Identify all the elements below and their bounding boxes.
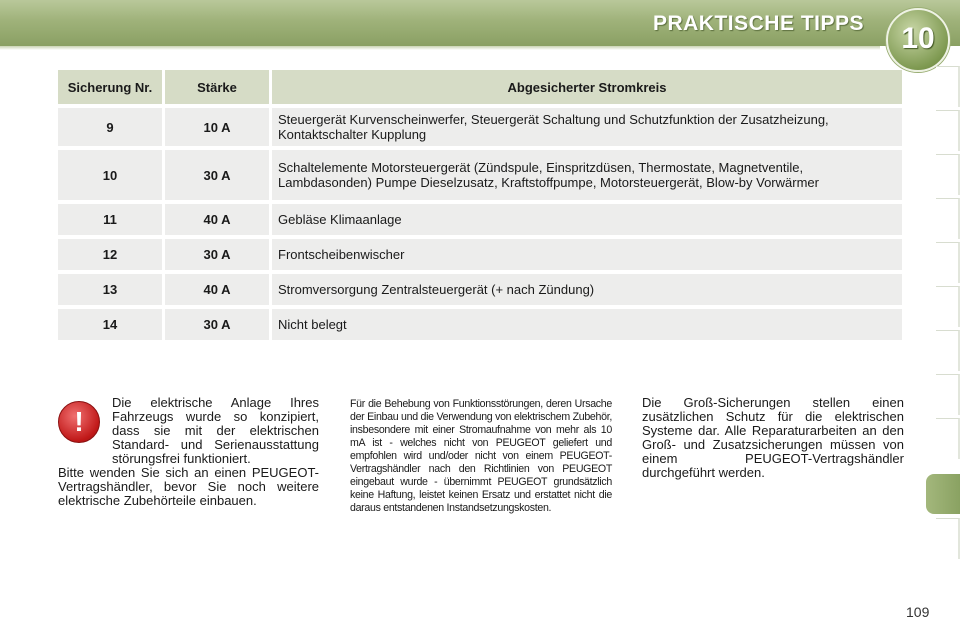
fuse-rating-cell: 40 A [165,204,269,235]
circuit-cell: Nicht belegt [272,309,902,340]
chapter-tab[interactable] [936,286,960,327]
chapter-tab[interactable] [936,242,960,283]
liability-note: Für die Behebung von Funktionsstörungen, deren Ursache der Einbau und die Verwendung von elektrischem Zubehör, insbesondere mit einer Stromaufnahme von mehr als 10 mA ist - welches nicht von PEUGEOT geliefert und empfohlen wird und/oder nicht von einem PEUGEOT-Vertragshändler nach den Richtlinien von PEUGEOT eingebaut wurde - übernimmt PEUGEOT grundsätzlich keine Haftung, leistet keinen Ersatz und erstattet nicht die daraus entstandenen Instandsetzungskosten. [350,398,612,514]
table-row [58,150,902,200]
table-header-row [58,70,902,104]
chapter-number: 10 [901,22,935,55]
chapter-tab[interactable] [936,110,960,151]
chapter-tabs [926,66,960,576]
chapter-tab[interactable] [936,330,960,371]
chapter-tab[interactable] [936,374,960,415]
fuse-rating-cell: 30 A [165,309,269,340]
chapter-header-bar [0,0,960,46]
chapter-tab[interactable] [936,66,960,107]
fuse-number-cell: 9 [58,108,162,146]
table-row [58,204,902,235]
fuse-table [55,66,905,344]
table-row [58,309,902,340]
chapter-tab[interactable] [936,418,960,459]
table-row [58,274,902,305]
warning-note-text: Die elektrische Anlage Ihres Fahrzeugs wurde so konzipiert, dass sie mit der elektrischen Standard- und Serienausstattung störungsfrei funktioniert. [112,395,319,466]
maxi-fuse-note: Die Groß-Sicherungen stellen einen zusätzlichen Schutz für die elektrischen Systeme dar. Alle Reparaturarbeiten an den Groß- und Zusatzsicherungen müssen von einem PEUGEOT-Vertragshändler durchgeführt werden. [642,395,904,480]
fuse-number-cell: 11 [58,204,162,235]
table-row [58,108,902,146]
circuit-cell: Frontscheibenwischer [272,239,902,270]
fuse-rating-cell: 30 A [165,239,269,270]
fuse-number-cell: 13 [58,274,162,305]
fuse-number-cell: 10 [58,150,162,200]
chapter-title: PRAKTISCHE TIPPS [652,12,864,35]
exclamation-icon: ! [58,401,100,443]
circuit-cell: Schaltelemente Motorsteuergerät (Zündspule, Einspritzdüsen, Thermostate, Magnetventile, Lambdasonden) Pumpe Dieselzusatz, Kraftstoffpumpe, Motorsteuergerät, Blow-by Vorwärmer [272,150,902,200]
chapter-tab[interactable] [936,518,960,559]
fuse-rating-cell: 30 A [165,150,269,200]
warning-note-advice: Bitte wenden Sie sich an einen PEUGEOT-Vertragshändler, bevor Sie noch weitere elektrische Zubehörteile einbauen. [58,465,319,508]
circuit-cell: Gebläse Klimaanlage [272,204,902,235]
table-row [58,239,902,270]
fuse-rating-cell: 40 A [165,274,269,305]
chapter-tab[interactable] [936,198,960,239]
fuse-number-cell: 12 [58,239,162,270]
fuse-rating-cell: 10 A [165,108,269,146]
circuit-cell: Stromversorgung Zentralsteuergerät (+ nach Zündung) [272,274,902,305]
column-header-rating: Stärke [165,70,269,104]
chapter-number-badge [886,8,950,72]
header-divider [0,46,880,50]
fuse-number-cell: 14 [58,309,162,340]
column-header-circuit: Abgesicherter Stromkreis [272,70,902,104]
chapter-tab-active[interactable] [926,474,960,514]
circuit-cell: Steuergerät Kurvenscheinwerfer, Steuergerät Schaltung und Schutzfunktion der Zusatzheizung, Kontaktschalter Kupplung [272,108,902,146]
column-header-fuse-number: Sicherung Nr. [58,70,162,104]
chapter-tab[interactable] [936,154,960,195]
page-number: 109 [906,604,930,620]
